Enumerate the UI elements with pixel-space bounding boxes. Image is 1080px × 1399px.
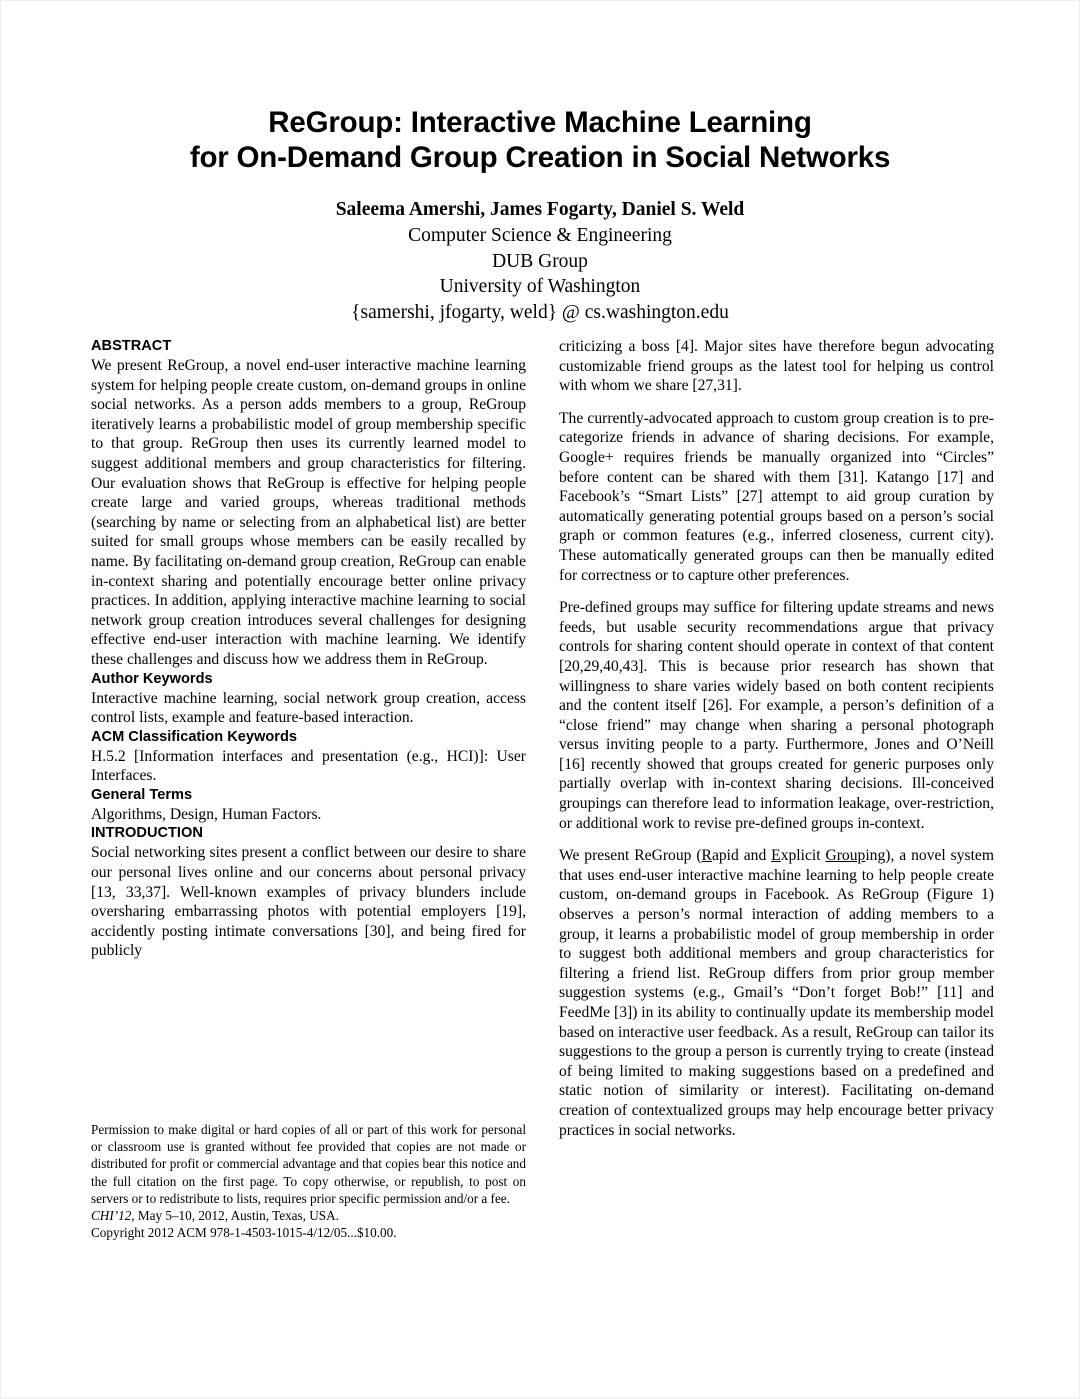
acronym-word-group: Group [825, 847, 866, 865]
author-email: {samershi, jfogarty, weld} @ cs.washington.edu [351, 301, 729, 323]
conference-line [91, 1207, 526, 1224]
section-heading-general-terms: General Terms [91, 786, 193, 803]
acronym-rest-rapid: apid and [711, 847, 772, 865]
page-title [120, 105, 960, 175]
acronym-letter-e: E [771, 847, 781, 865]
left-column [91, 337, 526, 961]
right-paragraph-2: The currently-advocated approach to custom group creation is to pre-categorize friends in advance of sharing decisions. For example, Google+ requires friends be manually organized into “Circles” before content can be shared with them [31]. Katango [17] and Facebook’s “Smart Lists” [27] attempt to aid group curation by automatically generating potential groups based on a person’s social graph or common features (e.g., inferred closeness, current city). These automatically generated groups can then be manually edited for correctness or to capture other preferences. [559, 409, 994, 584]
right-paragraph-4 [559, 846, 994, 1140]
abstract-body: We present ReGroup, a novel end-user interactive machine learning system for helping people create custom, on-demand groups in online social networks. As a person adds members to a group, ReGroup iteratively learns a probabilistic model of group membership specific to that group. ReGroup then uses its currently learned model to suggest additional members and group characteristics for filtering. Our evaluation shows that ReGroup is effective for helping people create large and varied groups, whereas traditional methods (searching by name or selecting from an alphabetical list) are better suited for small groups whose members can be easily recalled by name. By facilitating on-demand group creation, ReGroup can enable in-context sharing and potentially encourage better online privacy practices. In addition, applying interactive machine learning to social network group creation introduces several challenges for designing effective end-user interaction with machine learning. We identify these challenges and discuss how we address them in ReGroup. [91, 357, 526, 668]
title-line-2: for On-Demand Group Creation in Social Networks [189, 141, 891, 174]
acronym-rest-ing: ing [865, 847, 886, 865]
right-column [559, 337, 994, 1140]
introduction-paragraph-1: Social networking sites present a conflict between our desire to share our personal lives online and our concerns about personal privacy [13, 33,37]. Well-known examples of privacy blunders include oversharing embarrassing photos with potential employers [19], accidently posting intimate conversations [30], and being fired for publicly [91, 844, 526, 960]
section-heading-introduction: INTRODUCTION [91, 825, 203, 842]
conference-name: CHI’12 [91, 1208, 132, 1224]
copyright-notice [91, 1121, 526, 1241]
regroup-acronym-intro: We present ReGroup ( [559, 847, 702, 865]
author-university: University of Washington [439, 276, 641, 297]
right-paragraph-3: Pre-defined groups may suffice for filtering update streams and news feeds, but usable security recommendations argue that privacy controls for sharing content should operate in context of that content [20,29,40,43]. This is because prior research has shown that willingness to share varies widely based on both content recipients and the content itself [26]. For example, a person’s definition of a “close friend” may change when sharing a personal photograph versus inviting people to a party. Furthermore, Jones and O’Neill [16] recently showed that groups created for generic purposes only partially overlap with in-context sharing decisions. Ill-conceived groupings can therefore lead to information leakage, over-restriction, or additional work to revise pre-defined groups in-context. [559, 599, 994, 832]
general-terms-body: Algorithms, Design, Human Factors. [91, 805, 322, 823]
permission-statement: Permission to make digital or hard copies of all or part of this work for personal or classroom use is granted without fee provided that copies are not made or distributed for profit or commercial advantage and that copies bear this notice and the full citation on the first page. To copy otherwise, or republish, to post on servers or to redistribute to lists, requires prior specific permission and/or a fee. [91, 1122, 526, 1206]
acronym-rest-explicit: xplicit [780, 847, 826, 865]
regroup-acronym-tail: ), a novel system that uses end-user interactive machine learning to help people create custom, on-demand groups in Facebook. As ReGroup (Figure 1) observes a person’s normal interaction of adding members to a group, it learns a probabilistic model of group membership in order to suggest both additional members and group characteristics for filtering a friend list. ReGroup differs from prior group member suggestion systems (e.g., Gmail’s “Don’t forget Bob!” [11] and FeedMe [3]) in its ability to continually update its membership model based on interactive user feedback. As a result, ReGroup can tailor its suggestions to the group a person is currently trying to create (instead of being limited to making suggestions based on a predefined and static notion of similarity or interest). Facilitating on-demand creation of contextualized groups may help encourage better privacy practices in social networks. [559, 847, 994, 1139]
author-block [1, 197, 1079, 325]
title-line-1: ReGroup: Interactive Machine Learning [268, 106, 812, 139]
right-paragraph-1: criticizing a boss [4]. Major sites have therefore begun advocating customizable friend groups as the latest tool for helping us control with whom we share [27,31]. [559, 338, 994, 395]
copyright-line: Copyright 2012 ACM 978-1-4503-1015-4/12/05...$10.00. [91, 1225, 397, 1241]
author-keywords-body: Interactive machine learning, social network group creation, access control lists, example and feature-based interaction. [91, 689, 526, 727]
section-heading-author-keywords: Author Keywords [91, 670, 213, 687]
section-heading-abstract: ABSTRACT [91, 338, 172, 354]
acronym-letter-r: R [701, 847, 712, 865]
section-heading-acm-classification: ACM Classification Keywords [91, 728, 297, 745]
title-block [1, 1, 1079, 325]
author-department: Computer Science & Engineering [408, 225, 672, 246]
acm-classification-body: H.5.2 [Information interfaces and presentation (e.g., HCI)]: User Interfaces. [91, 747, 526, 785]
conference-details: , May 5–10, 2012, Austin, Texas, USA. [131, 1208, 339, 1224]
author-group: DUB Group [492, 250, 588, 272]
author-names: Saleema Amershi, James Fogarty, Daniel S. Weld [335, 199, 745, 220]
